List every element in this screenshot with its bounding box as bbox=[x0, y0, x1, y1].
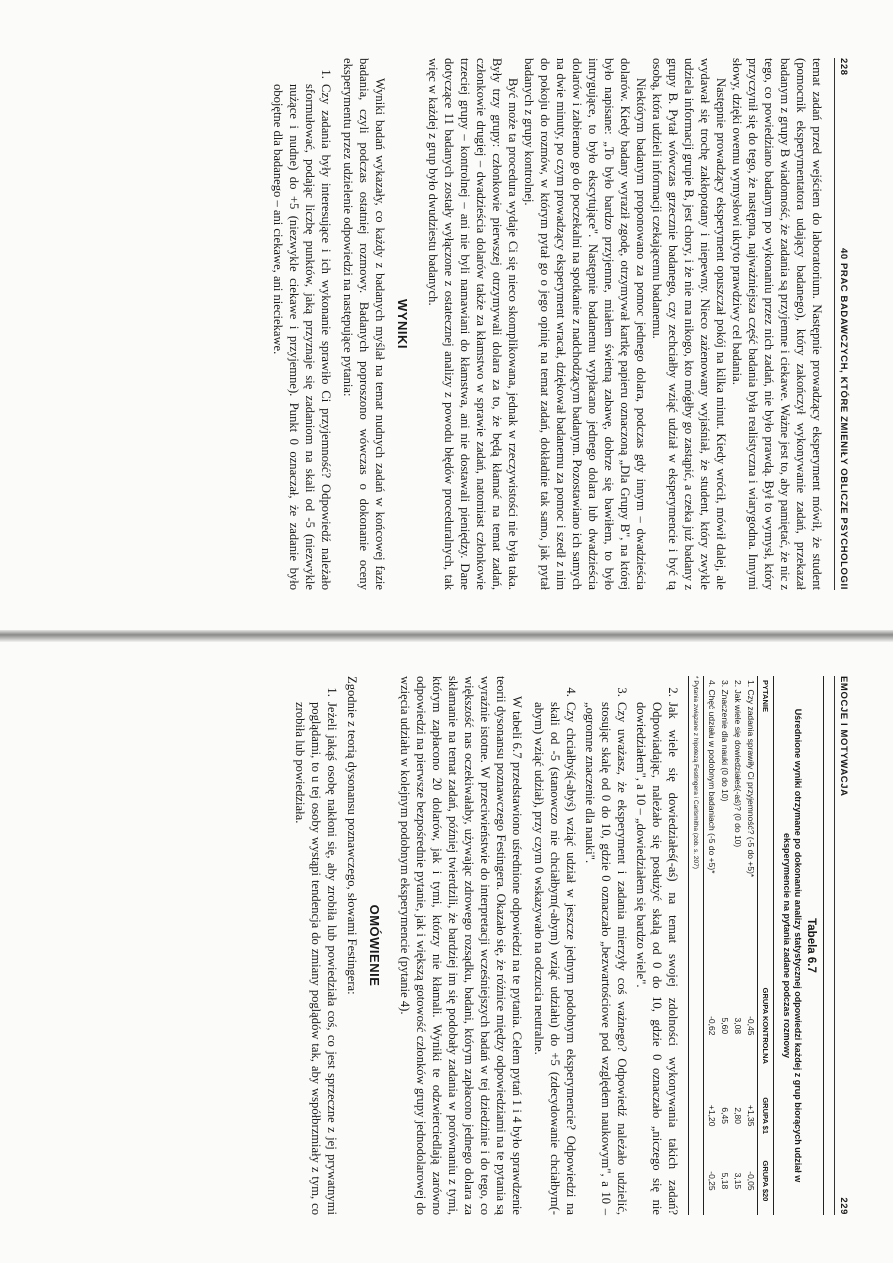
table-cell: 2,80 bbox=[733, 1107, 743, 1124]
left-paragraph-3: Niektórym badanym proponowano za pomoc jednego dolara, podczas gdy innym – dwadzieścia dolarów. Kiedy badany wyraził zgodę, otrzymywał kartkę papieru oznaczoną „Dla Grupy B", na której było napisane: „To było bardzo przyjemne, miałem świetną zabawę, dobrze się bawiłem, to było intrygujące, to było ekscytujące". Następnie badanemu wypłacano jednego dolara lub dwadzieścia dolarów i zabierano go do poczekalni na spotkanie z nadchodzącym badanym. Pozostawiano ich samych na dwie minuty, po czym prowadzący eksperyment wracał, dziękował badanemu za pomoc i szedł z nim do pokoju do rozmów, w którym pytał go o jego opinię na temat zadań, dokładnie tak samo, jak pytał badanych z grupy kontrolnej. bbox=[522, 58, 649, 590]
discussion-intro: Zgodnie z teorią dysonansu poznawczego, słowami Festingera: bbox=[345, 676, 360, 995]
table-cell: 3,15 bbox=[733, 1172, 743, 1190]
table-cell: -0,62 bbox=[704, 967, 719, 1084]
left-running-head: 40 PRAC BADAWCZYCH, KTÓRE ZMIENIŁY OBLICZE PSYCHOLOGII bbox=[838, 247, 849, 590]
table-row bbox=[732, 676, 745, 1215]
table-cell: 3,08 bbox=[733, 1017, 743, 1035]
discussion-heading: OMÓWIENIE bbox=[367, 904, 383, 987]
table-cell: +1,20 bbox=[704, 1085, 719, 1147]
question-list-continued bbox=[530, 676, 680, 1215]
table-cell: 5,18 bbox=[720, 1172, 730, 1190]
question-3: 3. Czy uważasz, że eksperyment i zadania mierzyły coś ważnego? Odpowiedź należało udzielić, stosując skalę od 0 do 10, gdzie 0 oznaczało „bezwartościowe pod względem naukowym", a 10 – „ogromne znaczenie dla nauki". bbox=[581, 700, 629, 1215]
right-page bbox=[0, 642, 893, 1263]
table-row bbox=[704, 676, 719, 1215]
left-page-number: 228 bbox=[838, 58, 849, 76]
right-page-number: 229 bbox=[838, 1197, 849, 1215]
table-cell: 6,45 bbox=[720, 1107, 730, 1124]
header-group-20: GRUPA $20 bbox=[758, 1147, 774, 1215]
results-table-box bbox=[688, 676, 824, 1215]
table-cell: +1,35 bbox=[746, 1104, 756, 1127]
left-page bbox=[0, 0, 893, 630]
header-control: GRUPA KONTROLNA bbox=[758, 967, 774, 1084]
question-4: 4. Czy chciałbyś(-abyś) wziąć udział w jeszcze jednym podobnym eksperymencie? Odpowiedzi na skali od -5 (stanowczo nie chciałbym(-abym) wziąć udziału) do +5 (zdecydowanie chciałbym(-abym) wziąć udział), przy czym 0 wskazywało na odczucia neutralne. bbox=[530, 700, 578, 1215]
results-heading: WYNIKI bbox=[395, 299, 411, 349]
header-question: PYTANIE bbox=[758, 676, 774, 967]
right-running-head: EMOCJE I MOTYWACJA bbox=[838, 676, 849, 797]
results-discussion-paragraph: W tabeli 6.7 przedstawiono uśrednione odpowiedzi na te pytania. Celem pytań 1 i 4 było sprawdzenie teorii dysonansu poznawczego Festingera. Okazało się, że różnice między odpowiedziami na te pytania są wyraźnie istotne. W przeciwieństwie do interpretacji wcześniejszych badań w tej dziedzinie i do tego, co większość nas oczekiwałaby, używając zdrowego rozsądku, badani, którym zapłacono jednego dolara za skłamanie na temat zadań, później twierdzili, że bardziej im się podobały zadania w porównaniu z tymi, którym zapłacono 20 dolarów, jak i tymi, którzy nie kłamali. Wyniki te odzwierciedlają zarówno odpowiedzi na pierwsze bezpośrednie pytanie, jak i większą gotowość członków grupy jednodolarowej do wzięcia udziału w kolejnym podobnym eksperymencie (pytanie 4). bbox=[398, 676, 525, 1215]
discussion-list bbox=[291, 676, 339, 1215]
table-header-row bbox=[758, 676, 774, 1215]
header-group-1: GRUPA $1 bbox=[758, 1085, 774, 1147]
table-cell: -0,05 bbox=[746, 1171, 756, 1191]
table-cell: 3. Znaczenie dla nauki (0 do 10) bbox=[720, 680, 730, 802]
results-intro: Wyniki badań wykazały, co każdy z badanych myślał na temat nudnych zadań w końcowej fazie badania, czyli podczas ostatniej rozmowy. Badanych poproszono wówczas o dokonanie oceny eksperymentu przez udzielenie odpowiedzi na następujące pytania: bbox=[341, 58, 388, 590]
table-cell: 2. Jak wiele się dowiedziałeś(-aś)? (0 do 10) bbox=[733, 680, 743, 848]
left-page-header bbox=[834, 58, 849, 590]
table-cell: -0,45 bbox=[746, 1016, 756, 1036]
right-page-header bbox=[834, 676, 849, 1215]
question-1: 1. Czy zadania były interesujące i ich wykonanie sprawiło Ci przyjemność? Odpowiedź należało sformułować, podając liczbę punktów, jaką przyznaje się zadaniom na skali od -5 (niezwykle nużące i nudne) do +5 (niezwykle ciekawe i przyjemne). Punkt 0 oznaczał, że zadanie było obojętne dla badanego – ani ciekawe, ani nieciekawe. bbox=[270, 82, 334, 590]
left-paragraph-1: temat zadań przed wejściem do laboratorium. Następnie prowadzący eksperyment mówił, że student (pomocnik eksperymentatora udający badanego), który zakończył wykonywanie zadań, przekazał badanym z grupy B wiadomość, że zadania są przyjemne i ciekawe. Ważne jest to, aby pamiętać, że nic z tego, co powiedziano badanym po wykonaniu przez nich zadań, nie było prawdą. Był to wymysł, który przyczynił się do tego, że następna, najważniejsza część badania była realistyczna i wiarygodna. Innymi słowy, dzięki owemu wymysłowi ukryto prawdziwy cel badania. bbox=[730, 58, 824, 590]
question-2: 2. Jak wiele się dowiedziałeś(-aś) na temat swojej zdolności wykonywania takich zadań? Odpowiadając, należało się posłużyć skalą od 0 do 10, gdzie 0 oznaczało „niczego się nie dowiedziałem", a 10 – „dowiedziałem się bardzo wiele". bbox=[632, 700, 680, 1215]
table-cell: -0,25 bbox=[704, 1147, 719, 1215]
discussion-item-1: 1. Jeżeli jakąś osobę nakłoni się, aby zrobiła lub powiedziała coś, co jest sprzeczne z jej prywatnymi poglądami, to u tej osoby wystąpi tendencja do zmiany poglądów tak, aby współbrzmiały z tym, co zrobiła lub powiedziała. bbox=[291, 700, 339, 1215]
table-subtitle: Uśrednione wyniki otrzymane po dokonaniu analizy statystycznej odpowiedzi każdej z grup biorących udział w eksperymencie na pytania zadane podczas rozmowy bbox=[781, 708, 803, 1183]
table-title: Tabela 6.7 bbox=[805, 918, 817, 973]
left-paragraph-2: Następnie prowadzący eksperyment opuszczał pokój na kilka minut. Kiedy wrócił, mówił dalej, ale wydawał się trochę zakłopotany i niepewny. Nieco zażenowany wyjaśniał, że student, który zwykle udziela informacji grupie B, jest chory, i że nie ma nikogo, kto mógłby go zastąpić, a czeka już badany z grupy B. Pytał wówczas grzecznie badanego, czy zechciałby wziąć udział w eksperymencie i być tą osobą, która udzieli informacji czekającemu badanemu. bbox=[650, 58, 729, 590]
table-row bbox=[719, 676, 732, 1215]
table-cell: 4. Chęć udziału w podobnym badaniach (-5 do +5)* bbox=[704, 676, 719, 967]
left-paragraph-4: Być może ta procedura wydaje Ci się nieco skomplikowana, jednak w rzeczywistości nie była taka. Były trzy grupy: członkowie pierwszej otrzymywali dolara za to, że będą kłamać na temat zadań, członkowie drugiej – dwadzieścia dolarów także za kłamstwo w sprawie zadań, natomiast członkowie trzeciej grupy – kontrolnej – ani nie byli namawiani do kłamstwa, ani nie dostawali pieniędzy. Dane dotyczące 11 badanych zostały wyłączone z ostatecznej analizy z powodu błędów proceduralnych, tak więc w każdej z grup było dwudziestu badanych. bbox=[426, 58, 521, 590]
table-cell: 1. Czy zadania sprawiły Ci przyjemność? (-5 do +5)* bbox=[746, 680, 756, 878]
table-row bbox=[745, 676, 759, 1215]
results-table bbox=[703, 676, 775, 1215]
table-footnote: * Pytania związane z hipotezą Festingera i Carlsmitha (zob. s. 207) bbox=[692, 676, 699, 869]
book-gutter bbox=[0, 630, 893, 642]
table-cell: 5,60 bbox=[720, 1017, 730, 1035]
question-list-start bbox=[270, 58, 334, 590]
